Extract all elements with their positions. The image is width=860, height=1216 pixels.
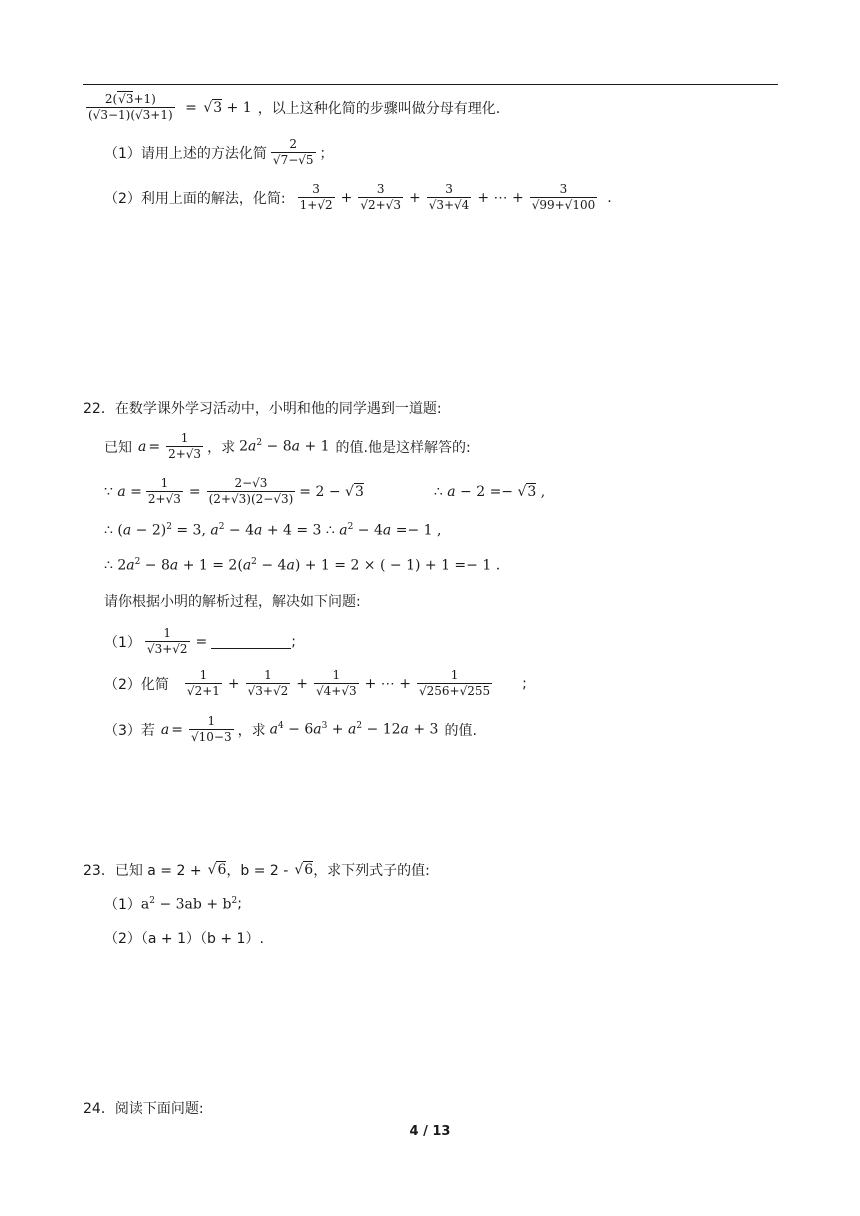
q21-part2-end: . — [607, 189, 612, 206]
q22-step3: ∴ $2a^2 - 8a + 1 = 2(a^2 - 4a) + 1 = 2$ × ( − 1) + 1 =− 1 . — [104, 557, 501, 574]
q23-part1-end: ; — [237, 896, 242, 912]
q22-title: 22．在数学课外学习活动中，小明和他的同学遇到一道题: — [83, 401, 442, 417]
q22-given: 已知 a = $\frac{1}{2+√3}$ ，求 $2a^2 - 8a + 1$ 的值.他是这样解答的: — [104, 431, 471, 461]
q22-part2: （2）化简 $\frac{1}{√2+1}$ + $\frac{1}{√3+√2}$ + $\frac{1}{√4+√3}$ + ⋯ + $\frac{1}{√256+√255}$ ; — [104, 668, 527, 698]
intro-line: $\frac{2(√3+1)}{(√3-1)(√3+1)}$ = √3 + 1 ，以上这种化简的步骤叫做分母有理化. — [88, 92, 501, 122]
q22-part2-end: ; — [522, 675, 527, 692]
page-number: 4 / 13 — [409, 1124, 451, 1139]
q22-instruction: 请你根据小明的解析过程，解决如下问题: — [104, 594, 361, 610]
q22-step2: ∴ $(a - 2)^2 = 3$, $a^2 - 4a + 4 = 3$ ∴ $a^2 - 4a =- 1$ , — [104, 522, 442, 539]
q21-part1-end: ； — [319, 145, 334, 162]
intro-tail: ，以上这种化简的步骤叫做分母有理化. — [257, 100, 501, 117]
q22-part1: （1） $\frac{1}{√3+√2}$ = ; — [104, 626, 296, 656]
q22-part3: （3）若 a = $\frac{1}{√10-3}$ ，求 $a^4 - 6a^3 + a^2 - 12a + 3$ 的值. — [104, 714, 477, 744]
q21-part1-label: （1）请用上述的方法化简 — [104, 145, 267, 162]
q21-part2: （2）利用上面的解法，化简: $\frac{3}{1+√2}$ + $\frac{3}{√2+√3}$ + $\frac{3}{√3+√4}$ + ⋯ + $\frac{3}{√99+√100}$ . — [104, 182, 612, 212]
q22-part3-mid: ，求 — [237, 722, 266, 739]
q22-step1: ∵ a = $\frac{1}{2+√3}$ = $\frac{2-√3}{(2+√3)(2-√3)}$ = 2 − √3 ∴ a − 2 =− √3 , — [104, 476, 546, 506]
q23-part1-label: （1） — [104, 897, 141, 913]
q23-part2: （2）（a + 1）（b + 1）. — [104, 931, 264, 947]
q22-given-prefix: 已知 — [104, 439, 132, 456]
q21-part1-fraction: $\frac{2}{√7-√5}$ — [272, 137, 314, 167]
q24-title: 24．阅读下面问题: — [83, 1101, 204, 1117]
q23-title-end: ，求下列式子的值: — [313, 863, 430, 879]
q22-given-end: 的值.他是这样解答的: — [335, 439, 471, 456]
q23-title: 23．已知 a = 2 + √6 ，b = 2 - √6 ，求下列式子的值: — [83, 862, 430, 879]
q22-part1-label: （1） — [104, 634, 141, 651]
answer-blank — [211, 634, 291, 649]
q21-part1 — [104, 138, 334, 168]
q22-part1-end: ; — [291, 633, 296, 650]
q21-part2-label: （2）利用上面的解法，化简: — [104, 190, 286, 207]
q23-title-mid: ，b = 2 - — [226, 863, 289, 879]
q22-part3-label: （3）若 — [104, 722, 155, 739]
header-rule — [83, 84, 778, 85]
q22-given-mid: ，求 — [207, 439, 236, 456]
intro-fraction: $\frac{2(√3+1)}{(√3-1)(√3+1)}$ — [88, 92, 173, 122]
q22-part2-label: （2）化简 — [104, 676, 169, 693]
q22-part3-end: 的值. — [444, 722, 477, 739]
q23-title-prefix: 23．已知 a = 2 + — [83, 863, 202, 879]
q23-part1: （1） $a^2 - 3ab + b^2$ ; — [104, 895, 242, 913]
